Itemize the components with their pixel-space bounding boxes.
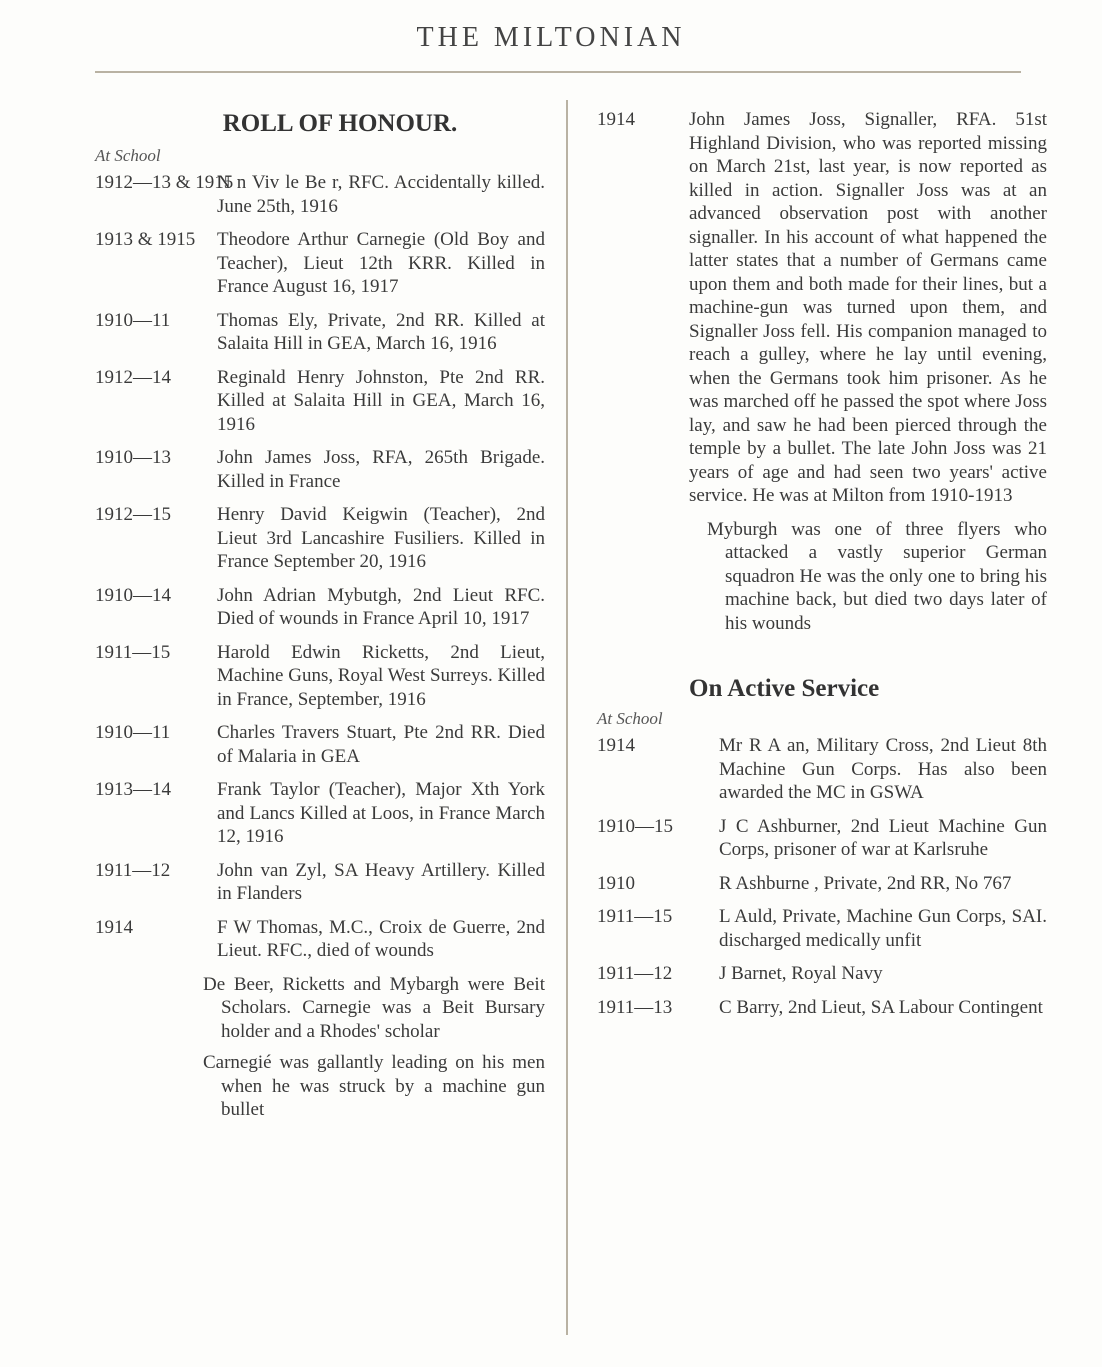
entry-text: L Auld, Private, Machine Gun Corps, SAI. discharged medically unfit: [719, 906, 1047, 951]
active-entry: [597, 815, 1047, 862]
active-service-title: On Active Service: [689, 675, 880, 702]
roll-entry: [95, 171, 545, 218]
roll-entry: [95, 778, 545, 849]
roll-entry: [95, 584, 545, 631]
entry-year: 1914: [597, 109, 635, 130]
entry-text: Theodore Arthur Carnegie (Old Boy and Teacher), Lieut 12th KRR. Killed in France August 16, 1917: [217, 229, 545, 297]
entry-text: John James Joss, RFA, 265th Brigade. Killed in France: [217, 447, 545, 492]
entry-year: 1913 & 1915: [95, 229, 196, 250]
entry-year: 1912—13 & 1915: [95, 172, 234, 193]
active-entry: [597, 872, 1047, 896]
entry-text: Reginald Henry Johnston, Pte 2nd RR. Killed at Salaita Hill in GEA, March 16, 1916: [217, 366, 545, 435]
active-entry: [597, 996, 1047, 1020]
entry-year: 1910: [597, 872, 635, 894]
entry-year: 1910—15: [597, 815, 673, 837]
active-entry: [597, 734, 1047, 805]
roll-entry: [95, 721, 545, 768]
active-entry: [597, 962, 1047, 986]
entry-text: Harold Edwin Ricketts, 2nd Lieut, Machine Guns, Royal West Surreys. Killed in France, September, 1916: [217, 641, 545, 710]
active-entry: [597, 905, 1047, 952]
roll-entry: [95, 916, 545, 963]
entry-year: 1910—11: [95, 722, 171, 743]
entry-year: 1911—13: [597, 996, 673, 1018]
entry-year: 1910—11: [95, 309, 171, 331]
entry-text: John van Zyl, SA Heavy Artillery. Killed in Flanders: [217, 859, 545, 904]
entry-text: Charles Travers Stuart, Pte 2nd RR. Died of Malaria in GEA: [217, 722, 545, 767]
entry-text: C Barry, 2nd Lieut, SA Labour Contingent: [719, 996, 1043, 1018]
entry-year: 1911—15: [597, 906, 673, 927]
entry-text: J Barnet, Royal Navy: [719, 963, 883, 984]
joss-entry: [597, 108, 1047, 508]
entry-text: Thomas Ely, Private, 2nd RR. Killed at Salaita Hill in GEA, March 16, 1916: [217, 309, 545, 354]
entry-text: F W Thomas, M.C., Croix de Guerre, 2nd Lieut. RFC., died of wounds: [217, 916, 545, 961]
entry-year: 1914: [597, 735, 635, 756]
left-column: [95, 112, 545, 1130]
entry-text: N n Viv le Be r, RFC. Accidentally killed. June 25th, 1916: [217, 172, 545, 217]
entry-text: John James Joss, Signaller, RFA. 51st Highland Division, who was reported missing on March 21st, last year, is now reported as killed in action. Signaller Joss was at an advanced observation post with another signaller. In his account of what happened the latter states that a number of Germans came upon them and both made for their lines, but a machine-gun was turned upon them, and Signaller Joss fell. His companion managed to reach a gulley, where he lay until evening, when the Germans took him prisoner. As he was marched off he passed the spot where Joss lay, and saw he had been pierced through the temple by a bullet. The late John Joss was 21 years of age and had seen two years' active service. He was at Milton from 1910-1913: [689, 109, 1047, 506]
entry-year: 1914: [95, 916, 133, 938]
entry-text: Henry David Keigwin (Teacher), 2nd Lieut 3rd Lancashire Fusiliers. Killed in France September 20, 1916: [217, 504, 545, 572]
roll-entry: [95, 859, 545, 906]
right-column: [597, 108, 1047, 1029]
entry-year: 1912—14: [95, 366, 171, 388]
page-header: THE MILTONIAN: [416, 22, 686, 53]
entry-year: 1911—12: [95, 859, 171, 881]
entry-year: 1913—14: [95, 779, 171, 800]
roll-entry: [95, 309, 545, 356]
roll-subhead: At School: [95, 145, 161, 165]
roll-note: De Beer, Ricketts and Mybargh were Beit Scholars. Carnegie was a Beit Bursary holder and a Rhodes' scholar: [203, 973, 545, 1042]
active-subhead: At School: [597, 708, 663, 728]
entry-year: 1910—13: [95, 447, 171, 468]
roll-of-honour-title: ROLL OF HONOUR.: [222, 110, 458, 137]
entry-text: J C Ashburner, 2nd Lieut Machine Gun Corps, prisoner of war at Karlsruhe: [719, 815, 1047, 860]
entry-year: 1911—12: [597, 963, 673, 984]
column-divider: [566, 100, 568, 1335]
roll-note: Carnegié was gallantly leading on his men when he was struck by a machine gun bullet: [203, 1052, 545, 1120]
header-rule: [95, 71, 1021, 73]
entry-text: John Adrian Mybutgh, 2nd Lieut RFC. Died of wounds in France April 10, 1917: [217, 584, 545, 629]
roll-entry: [95, 446, 545, 493]
mybergh-note: Myburgh was one of three flyers who attacked a vastly superior German squadron He was the only one to bring his machine back, but died two days later of his wounds: [707, 518, 1047, 634]
entry-text: Frank Taylor (Teacher), Major Xth York and Lancs Killed at Loos, in France March 12, 1916: [217, 779, 545, 847]
entry-text: Mr R A an, Military Cross, 2nd Lieut 8th Machine Gun Corps. Has also been awarded the MC in GSWA: [719, 735, 1047, 803]
entry-text: R Ashburne , Private, 2nd RR, No 767: [719, 872, 1012, 894]
entry-year: 1911—15: [95, 641, 171, 663]
roll-entry: [95, 366, 545, 437]
entry-year: 1910—14: [95, 584, 171, 606]
roll-entry: [95, 228, 545, 299]
roll-entry: [95, 503, 545, 574]
entry-year: 1912—15: [95, 504, 171, 525]
roll-entry: [95, 641, 545, 712]
